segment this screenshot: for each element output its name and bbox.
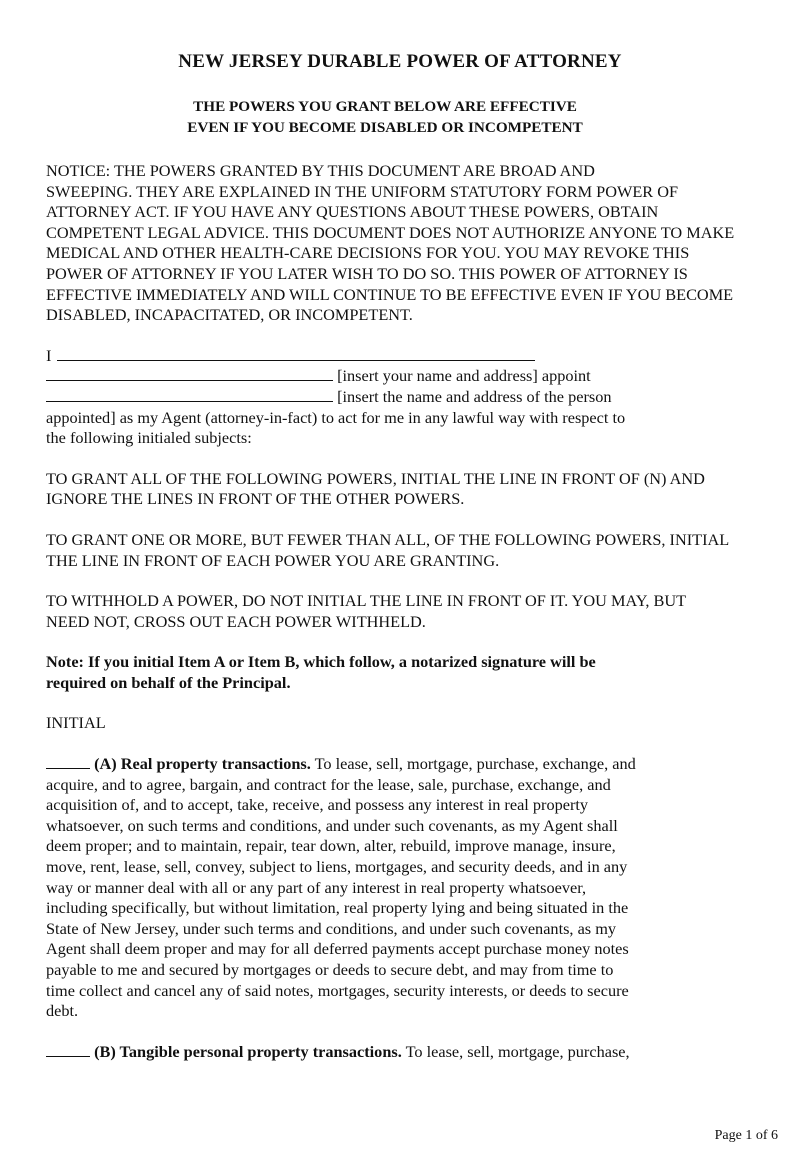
note-line: required on behalf of the Principal. — [46, 672, 291, 692]
item-a-paragraph — [46, 754, 746, 1022]
principal-label: I — [46, 345, 52, 365]
item-b-paragraph — [46, 1042, 746, 1063]
item-a-initial-blank[interactable] — [46, 755, 90, 769]
subtitle-line: EVEN IF YOU BECOME DISABLED OR INCOMPETENT — [187, 119, 583, 136]
document-subtitle — [0, 96, 770, 138]
item-a-line: move, rent, lease, sell, convey, subject to liens, mortgages, and security deeds, and in any — [46, 857, 628, 877]
item-b-initial-blank[interactable] — [46, 1043, 90, 1057]
agent-hint: [insert the name and address of the person — [333, 386, 612, 406]
page-number: Page 1 of 6 — [714, 1128, 778, 1143]
agent-name-blank[interactable] — [46, 388, 333, 402]
notice-line: EFFECTIVE IMMEDIATELY AND WILL CONTINUE TO BE EFFECTIVE EVEN IF YOU BECOME — [46, 284, 734, 304]
note-line: Note: If you initial Item A or Item B, which follow, a notarized signature will be — [46, 652, 596, 672]
item-a-line: payable to me and secured by mortgages or deeds to secure debt, and may from time to — [46, 960, 614, 979]
principal-address-blank[interactable] — [46, 367, 333, 381]
item-a-line: acquire, and to agree, bargain, and contract for the lease, sale, purchase, exchange, and — [46, 774, 611, 794]
grant-all-line: IGNORE THE LINES IN FRONT OF THE OTHER POWERS. — [46, 489, 465, 509]
grant-some-paragraph — [46, 530, 746, 571]
item-a-line: deem proper; and to maintain, repair, tear down, alter, rebuild, improve manage, insure, — [46, 836, 616, 856]
grant-some-line: THE LINE IN FRONT OF EACH POWER YOU ARE GRANTING. — [46, 550, 500, 570]
item-a-line: way or manner deal with all or any part of any interest in real property whatsoever, — [46, 877, 587, 897]
appointment-line: appointed] as my Agent (attorney-in-fact) to act for me in any lawful way with respect to — [46, 407, 626, 427]
item-a-line: State of New Jersey, under such terms and conditions, and under such covenants, as my — [46, 918, 617, 938]
grant-all-line: TO GRANT ALL OF THE FOLLOWING POWERS, INITIAL THE LINE IN FRONT OF (N) AND — [46, 468, 705, 488]
item-a-line: acquisition of, and to accept, take, receive, and possess any interest in real property — [46, 795, 589, 815]
document-body — [46, 161, 746, 1062]
notarization-note — [46, 652, 746, 693]
document-title: NEW JERSEY DURABLE POWER OF ATTORNEY — [178, 51, 622, 72]
item-a-line: including specifically, but without limitation, real property lying and being situated in the — [46, 898, 629, 918]
principal-name-blank[interactable] — [57, 347, 535, 361]
subtitle-line: THE POWERS YOU GRANT BELOW ARE EFFECTIVE — [193, 98, 577, 115]
item-a-line: Agent shall deem proper and may for all deferred payments accept purchase money notes — [46, 939, 629, 959]
withhold-line: TO WITHHOLD A POWER, DO NOT INITIAL THE LINE IN FRONT OF IT. YOU MAY, BUT — [46, 591, 687, 611]
withhold-paragraph — [46, 591, 746, 632]
notice-line: ATTORNEY ACT. IF YOU HAVE ANY QUESTIONS ABOUT THESE POWERS, OBTAIN — [46, 202, 659, 222]
notice-line: NOTICE: THE POWERS GRANTED BY THIS DOCUMENT ARE BROAD AND — [46, 161, 595, 180]
item-a-line: time collect and cancel any of said notes, mortgages, security interests, or deeds to secure — [46, 980, 629, 1000]
item-b-heading: (B) Tangible personal property transactions. — [90, 1041, 402, 1061]
item-a-line: debt. — [46, 1001, 79, 1021]
notice-paragraph — [46, 161, 746, 326]
item-a-heading: (A) Real property transactions. — [90, 754, 311, 774]
item-a-first-line: To lease, sell, mortgage, purchase, exchange, and — [310, 754, 636, 774]
notice-line: COMPETENT LEGAL ADVICE. THIS DOCUMENT DOES NOT AUTHORIZE ANYONE TO MAKE — [46, 222, 735, 242]
principal-hint: [insert your name and address] appoint — [333, 366, 591, 386]
item-b-first-line: To lease, sell, mortgage, purchase, — [401, 1041, 630, 1061]
notice-line: DISABLED, INCAPACITATED, OR INCOMPETENT. — [46, 305, 413, 325]
grant-all-paragraph — [46, 469, 746, 510]
appointment-line: the following initialed subjects: — [46, 428, 252, 448]
grant-some-line: TO GRANT ONE OR MORE, BUT FEWER THAN ALL, OF THE FOLLOWING POWERS, INITIAL — [46, 529, 730, 549]
withhold-line: NEED NOT, CROSS OUT EACH POWER WITHHELD. — [46, 611, 426, 631]
initial-label: INITIAL — [46, 713, 106, 733]
appointment-paragraph — [46, 346, 746, 449]
notice-line: MEDICAL AND OTHER HEALTH-CARE DECISIONS FOR YOU. YOU MAY REVOKE THIS — [46, 243, 690, 263]
notice-line: POWER OF ATTORNEY IF YOU LATER WISH TO DO SO. THIS POWER OF ATTORNEY IS — [46, 263, 688, 283]
notice-line: SWEEPING. THEY ARE EXPLAINED IN THE UNIFORM STATUTORY FORM POWER OF — [46, 181, 679, 201]
item-a-line: whatsoever, on such terms and conditions, and under such covenants, as my Agent shall — [46, 815, 618, 835]
